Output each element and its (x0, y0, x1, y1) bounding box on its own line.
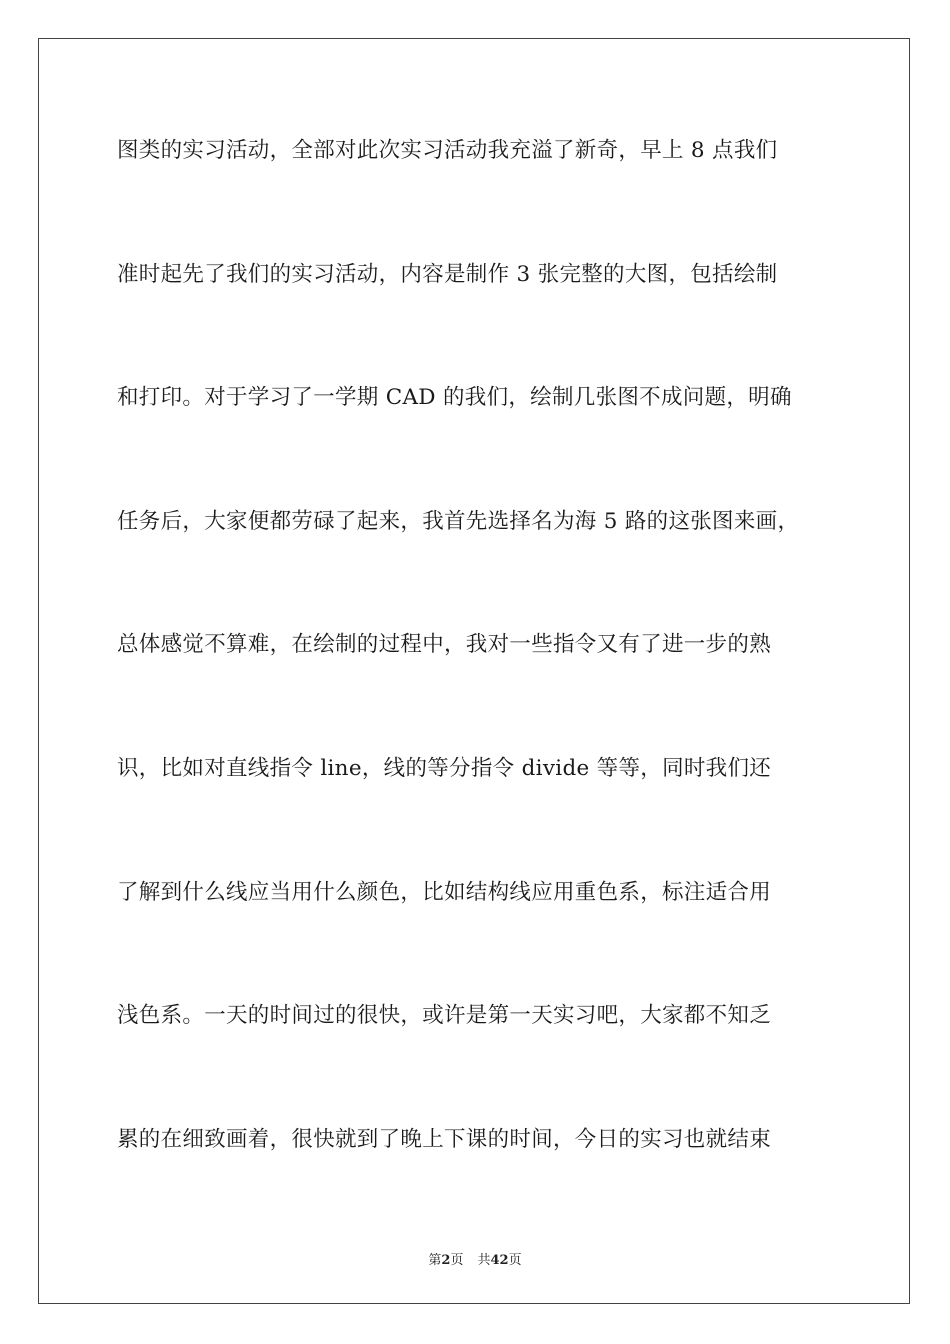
page-prefix: 第 (428, 1253, 442, 1268)
page-total-label (477, 1253, 521, 1268)
document-body (117, 128, 837, 1240)
page-number-label (428, 1253, 463, 1268)
paragraph-line: 浅色系。一天的时间过的很快，或许是第一天实习吧，大家都不知乏 (117, 1003, 772, 1029)
page-current: 2 (441, 1253, 451, 1268)
paragraph-line: 准时起先了我们的实习活动，内容是制作 3 张完整的大图，包括绘制 (117, 261, 778, 287)
paragraph-line: 和打印。对于学习了一学期 CAD 的我们，绘制几张图不成问题，明确 (117, 385, 792, 411)
paragraph-line: 任务后，大家便都劳碌了起来，我首先选择名为海 5 路的这张图来画， (117, 508, 800, 534)
page-footer (0, 1249, 950, 1268)
total-unit: 页 (508, 1253, 522, 1268)
paragraph-line: 总体感觉不算难，在绘制的过程中，我对一些指令又有了进一步的熟 (117, 632, 772, 658)
total-prefix: 共 (477, 1253, 491, 1268)
paragraph-line: 图类的实习活动，全部对此次实习活动我充溢了新奇，早上 8 点我们 (117, 138, 778, 163)
paragraph-line: 识，比如对直线指令 line，线的等分指令 divide 等等，同时我们还 (117, 755, 772, 781)
paragraph-line: 了解到什么线应当用什么颜色，比如结构线应用重色系，标注适合用 (117, 879, 772, 905)
page-unit: 页 (450, 1253, 464, 1268)
page-total: 42 (490, 1253, 509, 1268)
paragraph-line: 累的在细致画着，很快就到了晚上下课的时间，今日的实习也就结束 (117, 1126, 772, 1152)
